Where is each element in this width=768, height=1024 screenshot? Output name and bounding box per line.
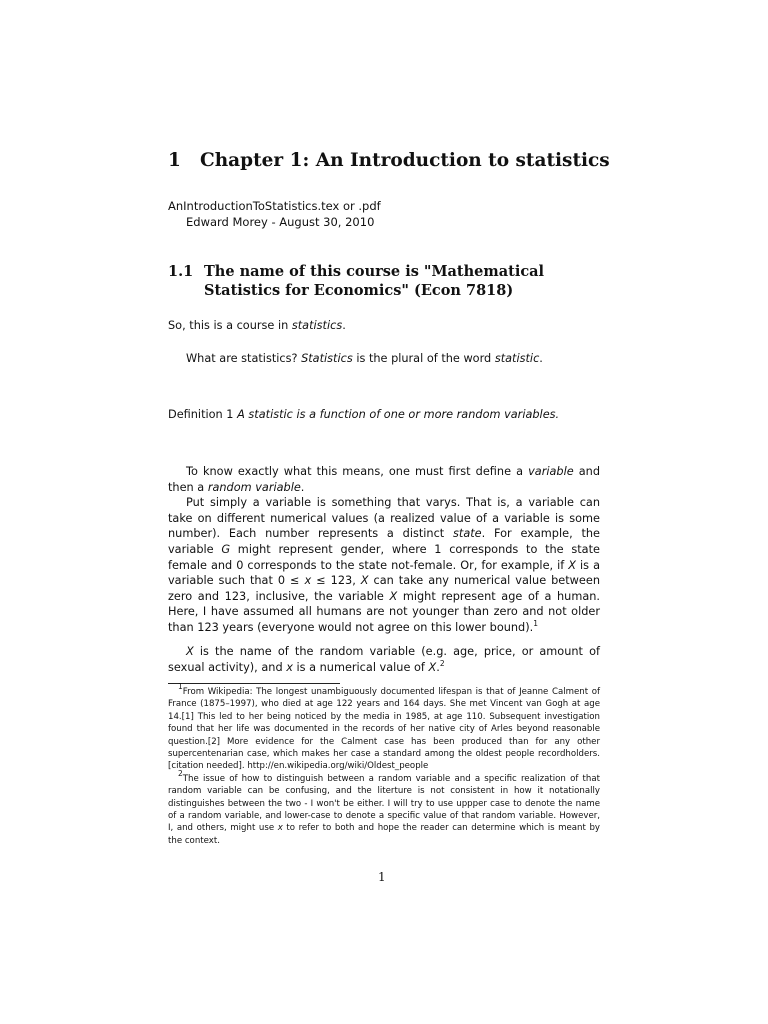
text-run: . For example, the variable <box>168 527 600 556</box>
text-run: To know exactly what this means, one must first define a <box>186 465 529 478</box>
footnote-text: to refer to both and hope the reader can determine which is meant by the context. <box>168 823 601 846</box>
section-title: The name of this course is "Mathematical Statistics for Economics" (Econ 7818) <box>204 263 545 299</box>
chapter-heading <box>168 150 610 171</box>
math-var: x <box>277 823 283 834</box>
intro-paragraph-1 <box>168 318 600 334</box>
random-variable-paragraph <box>168 644 600 675</box>
emphasis: variable <box>528 465 574 478</box>
text-run: might represent gender, where 1 corresponds to the state female and 0 corresponds to the state not-female. Or, for example, if <box>168 542 600 572</box>
text-run: . <box>436 660 440 674</box>
footnote-divider <box>168 683 340 684</box>
text-run: . <box>539 352 543 365</box>
text-run: So, this is a course in <box>168 319 292 332</box>
chapter-title: Chapter 1: An Introduction to statistics <box>200 150 610 171</box>
text-run: can take any numerical value between zero and 123, inclusive, the variable <box>168 574 600 603</box>
paragraph-variable-def <box>168 464 600 495</box>
math-var: G <box>221 542 231 556</box>
text-run: is the name of the random variable (e.g. age, price, or amount of sexual activity), and <box>168 645 600 674</box>
emphasis: statistic <box>494 352 540 365</box>
text-run: is the plural of the word <box>352 352 495 365</box>
footnote-1 <box>168 682 600 773</box>
chapter-number: 1 <box>168 150 181 171</box>
footnote-text: From Wikipedia: The longest unambiguously documented lifespan is that of Jeanne Calment of France (1875–1997), who died at age 122 years and 164 days. She met Vincent van Gogh at age 14.[1] This led to her being noticed by the media in 1985, at age 110. Subsequent investigation found that her life was documented in the records of her native city of Arles beyond reasonable question.[2] More evidence for the Calment case has been produced than for any other supercentenarian case, which makes her case a standard among the oldest people recordholders.[citation needed]. http://en.wikipedia.org/wiki/Oldest_people <box>168 687 600 772</box>
text-run: Put simply a variable is something that varys. That is, a variable can take on different numerical values (a realized value of a variable is some number). Each number represents a distinct <box>168 496 600 541</box>
footnote-ref-1[interactable]: 1 <box>533 618 539 628</box>
math-var: X <box>360 574 369 588</box>
page-number: 1 <box>378 870 386 884</box>
math-var: x <box>304 574 312 588</box>
footnote-ref-2[interactable]: 2 <box>439 658 445 668</box>
definition-text: A statistic is a function of one or more random variables. <box>237 408 560 421</box>
math-var: X <box>389 589 398 603</box>
math-var: X <box>186 645 194 658</box>
file-name: AnIntroductionToStatistics.tex or .pdf <box>168 199 381 213</box>
text-run: is a variable such that 0 ≤ <box>168 558 600 588</box>
emphasis: Statistics <box>301 352 353 365</box>
emphasis: state <box>453 527 482 541</box>
math-var: X <box>568 558 577 572</box>
math-var: X <box>428 660 437 674</box>
footnote-mark-2: 2 <box>178 768 183 778</box>
footnotes <box>168 682 601 847</box>
author-date: Edward Morey - August 30, 2010 <box>186 215 375 229</box>
emphasis: random variable <box>207 480 301 494</box>
text-run: might represent age of a human. Here, I have assumed all humans are not younger than zero and not older than 123 years (everyone would not agree on this lower bound). <box>168 589 600 634</box>
math-var: x <box>286 660 293 674</box>
text-run: and then a <box>168 465 600 494</box>
body-paragraphs <box>168 464 600 636</box>
intro-paragraph-2 <box>186 351 618 367</box>
emphasis: statistics <box>291 319 343 332</box>
text-run: What are statistics? <box>186 352 302 365</box>
text-run: ≤ 123, <box>311 574 361 588</box>
footnote-2 <box>168 768 601 847</box>
footnote-mark-1: 1 <box>178 682 183 691</box>
section-number: 1.1 <box>168 263 194 280</box>
text-run: is a numerical value of <box>292 660 429 674</box>
section-heading <box>168 262 608 300</box>
definition-block <box>168 407 600 423</box>
document-meta <box>168 198 381 230</box>
footnote-text: The issue of how to distinguish between a random variable and a specific realization of that random variable can be confusing, and the literture is not consistent in how it notationally distinguishes between the two - I won't be either. I will try to use uppper case to denote the name of a random variable, and lower-case to denote a specific value of that random variable. However, I, and others, might use <box>168 773 600 834</box>
definition-label: Definition 1 <box>168 408 234 421</box>
paragraph-variable-explanation <box>168 495 600 635</box>
text-run: . <box>342 319 346 332</box>
paragraph-random-variable <box>168 644 600 675</box>
text-run: . <box>300 480 305 494</box>
